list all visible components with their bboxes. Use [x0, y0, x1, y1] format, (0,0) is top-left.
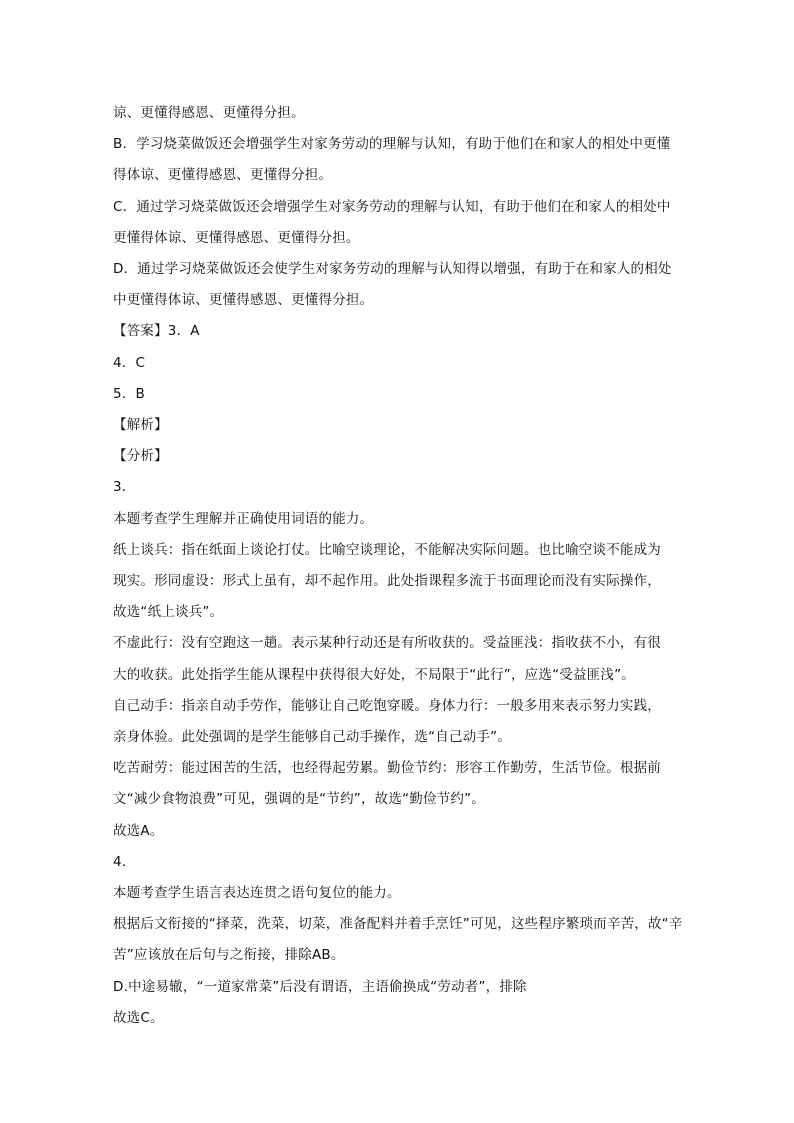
- question-4-reason-line-1: 根据后文衔接的“择菜，洗菜，切菜，准备配料并着手烹饪”可见，这些程序繁琐而辛苦，故“辛: [113, 916, 683, 932]
- option-c-line-2: 更懂得体谅、更懂得感恩、更懂得分担。: [113, 230, 360, 246]
- idiom-4-line-2: 文“减少食物浪费”可见，强调的是“节约”，故选“勤俭节约”。: [113, 791, 485, 807]
- idiom-1-line-2: 现实。形同虚设：形式上虽有，却不起作用。此处指课程多流于书面理论而没有实际操作，: [113, 573, 661, 589]
- question-4-option-d-note: D.中途易辙，“一道家常菜”后没有谓语，主语偷换成“劳动者”，排除: [113, 979, 527, 995]
- idiom-1-line-3: 故选“纸上谈兵”。: [113, 604, 224, 620]
- option-a-continuation: 谅、更懂得感恩、更懂得分担。: [113, 105, 305, 121]
- question-4-reason-line-2: 苦”应该放在后句与之衔接，排除AB。: [113, 947, 345, 963]
- idiom-1-line-1: 纸上谈兵：指在纸面上谈论打仗。比喻空谈理论，不能解决实际问题。也比喻空谈不能成为: [113, 542, 661, 558]
- answer-5: 5．B: [113, 386, 145, 402]
- question-3-intro: 本题考查学生理解并正确使用词语的能力。: [113, 511, 374, 527]
- breakdown-heading: 【分析】: [113, 448, 168, 464]
- question-3-number: 3．: [113, 479, 136, 495]
- option-d-line-1: D．通过学习烧菜做饭还会使学生对家务劳动的理解与认知得以增强，有助于在和家人的相处: [113, 261, 672, 277]
- option-b-line-2: 得体谅、更懂得感恩、更懂得分担。: [113, 167, 333, 183]
- idiom-2-line-1: 不虚此行：没有空跑这一趟。表示某种行动还是有所收获的。受益匪浅：指收获不小，有很: [113, 635, 661, 651]
- question-4-conclusion: 故选C。: [113, 1010, 164, 1026]
- analysis-heading: 【解析】: [113, 417, 168, 433]
- answer-3: 【答案】3．A: [113, 323, 200, 339]
- option-d-line-2: 中更懂得体谅、更懂得感恩、更懂得分担。: [113, 292, 374, 308]
- question-4-number: 4．: [113, 854, 136, 870]
- question-4-intro: 本题考查学生语言表达连贯之语句复位的能力。: [113, 885, 401, 901]
- idiom-3-line-2: 亲身体验。此处强调的是学生能够自己动手操作，选“自己动手”。: [113, 729, 511, 745]
- question-3-conclusion: 故选A。: [113, 823, 164, 839]
- option-c-line-1: C．通过学习烧菜做饭还会增强学生对家务劳动的理解与认知，有助于他们在和家人的相处中: [113, 199, 671, 215]
- idiom-4-line-1: 吃苦耐劳：能过困苦的生活，也经得起劳累。勤俭节约：形容工作勤劳，生活节俭。根据前: [113, 760, 661, 776]
- idiom-3-line-1: 自己动手：指亲自动手劳作，能够让自己吃饱穿暖。身体力行：一般多用来表示努力实践，: [113, 698, 661, 714]
- idiom-2-line-2: 大的收获。此处指学生能从课程中获得很大好处，不局限于“此行”，应选“受益匪浅”。: [113, 667, 635, 683]
- answer-4: 4．C: [113, 355, 146, 371]
- option-b-line-1: B．学习烧菜做饭还会增强学生对家务劳动的理解与认知，有助于他们在和家人的相处中更懂: [113, 136, 671, 152]
